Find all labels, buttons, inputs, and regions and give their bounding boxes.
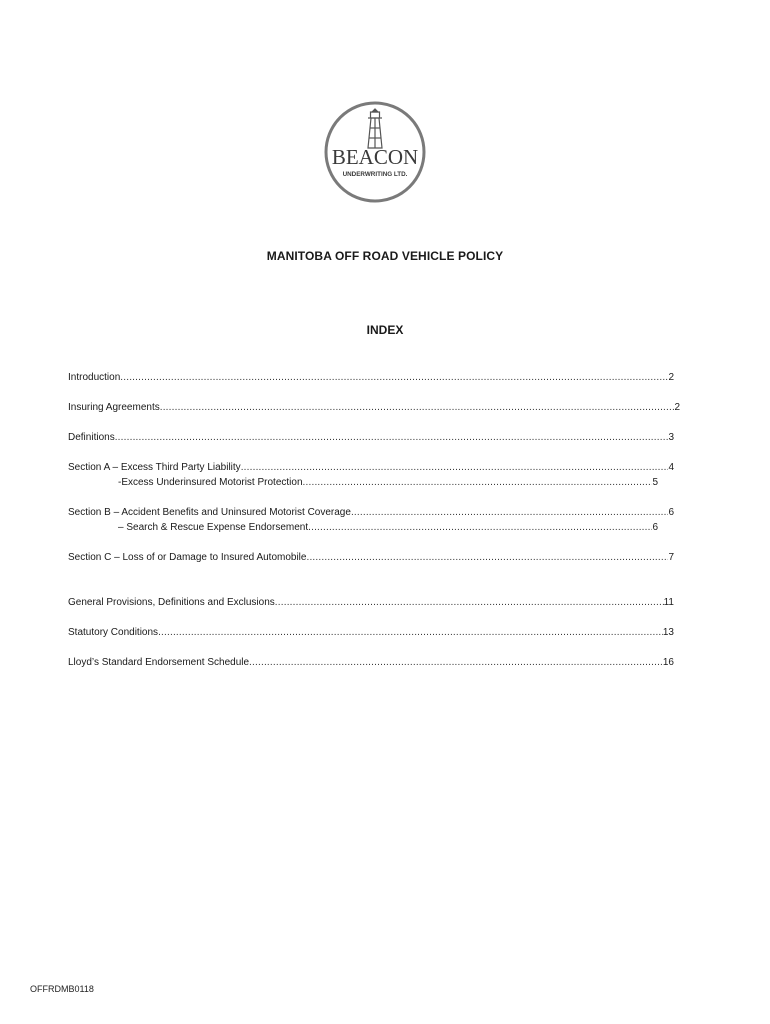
toc-entry-introduction[interactable] (68, 371, 674, 384)
toc-leader (303, 476, 653, 489)
toc-entry-label: Section B – Accident Benefits and Uninsured Motorist Coverage (68, 507, 351, 518)
toc-entry-section-b-search-rescue[interactable] (118, 521, 658, 534)
toc-entry-page: 3 (668, 432, 674, 443)
toc-entry-label: Section C – Loss of or Damage to Insured Automobile (68, 552, 307, 563)
toc-entry-page: 16 (662, 657, 674, 668)
toc-entry-label: Lloyd’s Standard Endorsement Schedule (68, 657, 250, 668)
toc-entry-label: Section A – Excess Third Party Liability (68, 462, 241, 473)
toc-entry-section-b[interactable] (68, 506, 674, 519)
toc-entry-page: 4 (668, 462, 674, 473)
toc-entry-page: 6 (668, 507, 674, 518)
toc-entry-page: 7 (668, 552, 674, 563)
toc-entry-insuring-agreements[interactable] (68, 401, 680, 414)
toc-entry-label: -Excess Underinsured Motorist Protection (118, 477, 303, 488)
toc-entry-label: Statutory Conditions (68, 627, 159, 638)
toc-entry-section-a[interactable] (68, 461, 674, 474)
toc-leader (275, 596, 664, 609)
index-heading: INDEX (366, 323, 404, 337)
toc-leader (308, 521, 652, 534)
toc-leader (160, 401, 675, 414)
toc-entry-page: 13 (662, 627, 674, 638)
logo-wordmark: BEACON (331, 145, 419, 169)
toc-entry-section-a-underinsured[interactable] (118, 476, 658, 489)
toc-leader (120, 371, 668, 384)
toc-leader (306, 551, 668, 564)
toc-entry-page: 11 (663, 597, 674, 608)
toc-entry-section-c[interactable] (68, 551, 674, 564)
toc-leader (241, 461, 669, 474)
toc-entry-lloyds-endorsement[interactable] (68, 656, 674, 669)
toc-leader (351, 506, 669, 519)
toc-leader (249, 656, 663, 669)
toc-entry-statutory-conditions[interactable] (68, 626, 674, 639)
toc-leader (115, 431, 669, 444)
toc-entry-general-provisions[interactable] (68, 596, 674, 609)
toc-entry-label: Introduction (68, 372, 121, 383)
form-code: OFFRDMB0118 (30, 984, 94, 994)
toc-entry-label: Definitions (68, 432, 115, 443)
document-title: MANITOBA OFF ROAD VEHICLE POLICY (266, 249, 504, 263)
toc-entry-label: – Search & Rescue Expense Endorsement (118, 522, 309, 533)
toc-entry-label: Insuring Agreements (68, 402, 160, 413)
toc-entry-definitions[interactable] (68, 431, 674, 444)
toc-entry-page: 5 (652, 477, 658, 488)
toc-leader (158, 626, 663, 639)
toc-entry-page: 6 (652, 522, 658, 533)
toc-entry-page: 2 (674, 402, 680, 413)
toc-entry-label: General Provisions, Definitions and Exclusions (68, 597, 275, 608)
logo-tagline: UNDERWRITING LTD. (342, 171, 408, 178)
toc-entry-page: 2 (668, 372, 674, 383)
